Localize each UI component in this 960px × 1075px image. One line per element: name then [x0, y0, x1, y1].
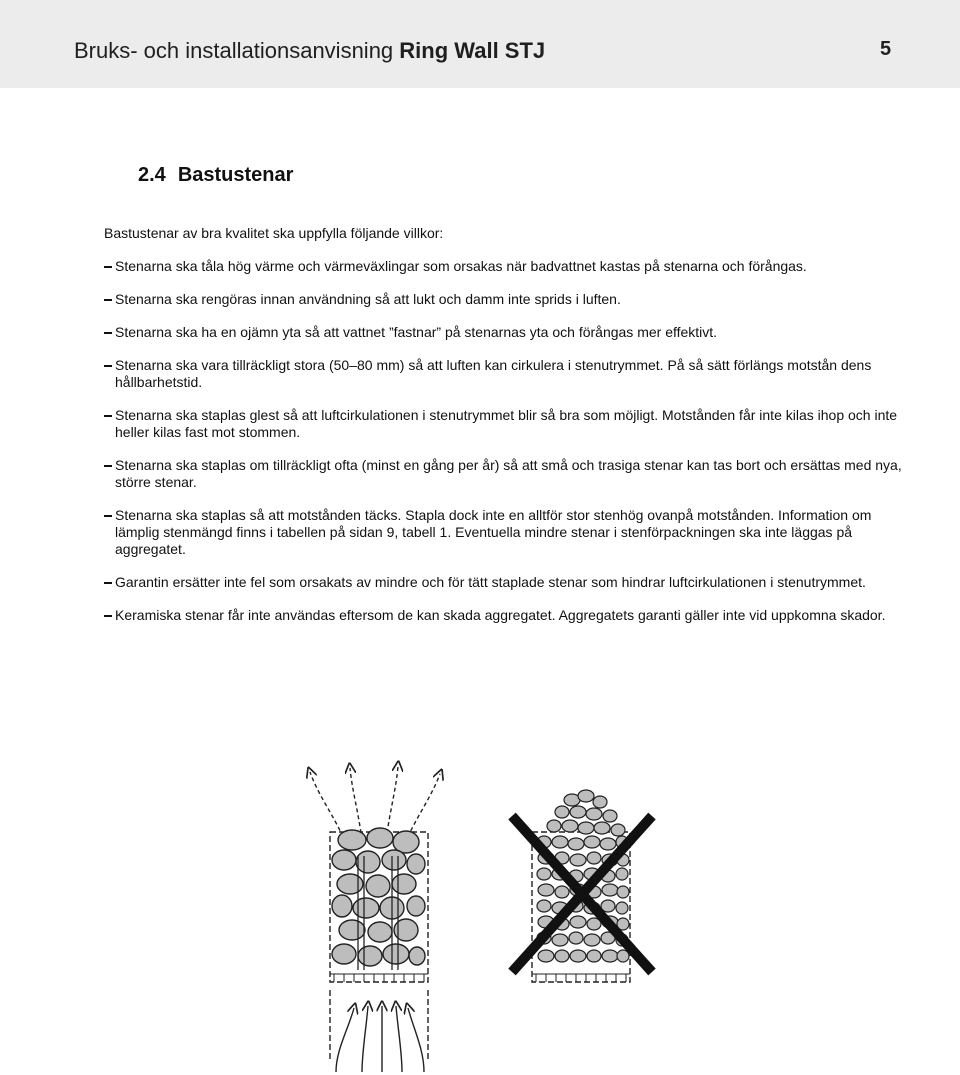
dash-icon: [104, 515, 112, 517]
list-item: [104, 457, 904, 491]
list-item-text: Stenarna ska tåla hög värme och värmeväxlingar som orsakas när badvattnet kastas på stenarna och förångas.: [115, 258, 807, 274]
dash-icon: [104, 465, 112, 467]
dash-icon: [104, 415, 112, 417]
stone-stack-incorrect-diagram: [512, 790, 652, 982]
document-title: [74, 38, 545, 64]
list-item-text: Stenarna ska rengöras innan användning så att lukt och damm inte sprids i luften.: [115, 291, 621, 307]
stone-stacking-illustration: [290, 760, 670, 1075]
list-item-text: Stenarna ska staplas om tillräckligt ofta (minst en gång per år) så att små och trasiga stenar kan tas bort och ersättas med nya, större stenar.: [115, 457, 902, 490]
list-item: [104, 407, 904, 441]
list-item-text: Stenarna ska staplas så att motstånden täcks. Stapla dock inte en alltför stor stenhög ovanpå motstånden. Information om lämplig stenmängd finns i tabellen på sidan 9, tabell 1. Eventuella mindre stenar i stenförpackningen ska inte läggas på aggregatet.: [115, 507, 872, 557]
list-item: [104, 324, 904, 341]
dash-icon: [104, 332, 112, 334]
list-item: [104, 574, 904, 591]
document-title-product: Ring Wall STJ: [399, 38, 546, 63]
list-item-text: Stenarna ska staplas glest så att luftcirkulationen i stenutrymmet blir så bra som möjligt. Motstånden får inte kilas ihop och inte heller kilas fast mot stommen.: [115, 407, 898, 440]
list-item-text: Stenarna ska vara tillräckligt stora (50–80 mm) så att luften kan cirkulera i stenutrymmet. På så sätt förlängs motstån dens hållbarhetstid.: [115, 357, 872, 390]
list-item: [104, 258, 904, 275]
dash-icon: [104, 615, 112, 617]
requirements-list: [104, 258, 904, 640]
list-item: [104, 607, 904, 624]
stone-stack-correct-diagram: [310, 766, 440, 1072]
list-item: [104, 507, 904, 558]
list-item: [104, 291, 904, 308]
list-item-text: Stenarna ska ha en ojämn yta så att vattnet ”fastnar” på stenarnas yta och förångas mer effektivt.: [115, 324, 718, 340]
section-heading: [138, 164, 293, 187]
dash-icon: [104, 266, 112, 268]
list-item: [104, 357, 904, 391]
dash-icon: [104, 365, 112, 367]
intro-text: Bastustenar av bra kvalitet ska uppfylla följande villkor:: [104, 225, 444, 241]
section-title: Bastustenar: [177, 164, 294, 186]
section-number: 2.4: [138, 164, 166, 186]
page-header: [0, 0, 960, 88]
list-item-text: Garantin ersätter inte fel som orsakats av mindre och för tätt staplade stenar som hindrar luftcirkulationen i stenutrymmet.: [115, 574, 866, 590]
dash-icon: [104, 582, 112, 584]
page-number: 5: [880, 38, 892, 60]
document-title-prefix: Bruks- och installationsanvisning: [74, 38, 400, 63]
list-item-text: Keramiska stenar får inte användas eftersom de kan skada aggregatet. Aggregatets garanti gäller inte vid uppkomna skador.: [115, 607, 886, 623]
dash-icon: [104, 299, 112, 301]
